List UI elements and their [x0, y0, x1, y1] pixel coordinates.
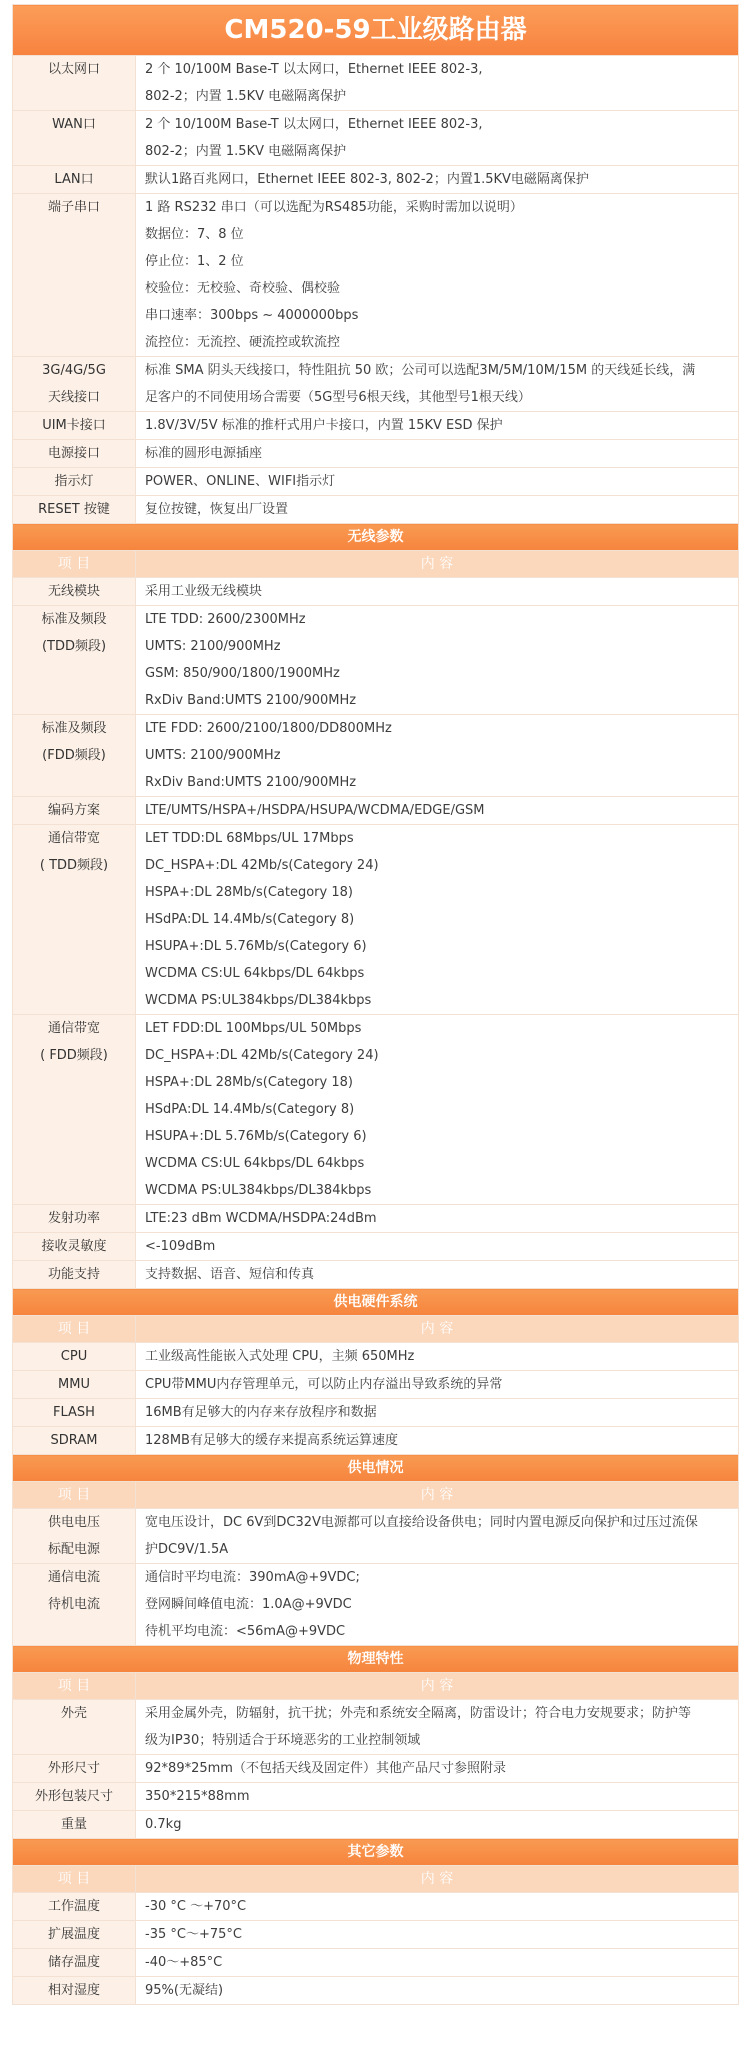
spec-value-line: LTE/UMTS/HSPA+/HSDPA/HSUPA/WCDMA/EDGE/GSM: [145, 803, 485, 818]
spec-value: [136, 468, 739, 496]
spec-value: [136, 1977, 739, 2005]
spec-row: [13, 1893, 739, 1921]
spec-value-line: 登网瞬间峰值电流：1.0A@+9VDC: [145, 1597, 352, 1612]
spec-label-line: 待机电流: [47, 1597, 100, 1612]
spec-label-line: 工作温度: [47, 1899, 100, 1914]
spec-label: [13, 1399, 136, 1427]
spec-value-line: 350*215*88mm: [145, 1789, 250, 1804]
spec-label-line: 供电电压: [47, 1515, 100, 1530]
spec-label-line: ( FDD频段): [40, 1048, 108, 1063]
spec-value-line: POWER、ONLINE、WIFI指示灯: [145, 474, 336, 489]
spec-value-line: 0.7kg: [145, 1817, 182, 1832]
spec-value-line: WCDMA PS:UL384kbps/DL384kbps: [145, 993, 372, 1008]
spec-label-line: 外形尺寸: [47, 1761, 100, 1776]
spec-value: [136, 1755, 739, 1783]
spec-label: [13, 797, 136, 825]
spec-row: [13, 715, 739, 797]
spec-label: [13, 825, 136, 1015]
column-header-content: 内 容: [136, 551, 739, 578]
spec-value-line: LTE FDD: 2600/2100/1800/DD800MHz: [145, 721, 392, 736]
section-heading: 供电硬件系统: [13, 1289, 739, 1316]
spec-row: [13, 111, 739, 166]
spec-label-line: WAN口: [52, 117, 96, 132]
spec-value: [136, 825, 739, 1015]
spec-value: [136, 1921, 739, 1949]
spec-label: [13, 1755, 136, 1783]
spec-value: [136, 797, 739, 825]
spec-label-line: 电源接口: [47, 446, 100, 461]
spec-value-line: 停止位：1、2 位: [145, 254, 244, 269]
spec-value-line: 护DC9V/1.5A: [145, 1542, 229, 1557]
spec-label-line: 外壳: [60, 1706, 87, 1721]
spec-value-line: 16MB有足够大的内存来存放程序和数据: [145, 1405, 377, 1420]
spec-value: [136, 1783, 739, 1811]
spec-value-line: 802-2；内置 1.5KV 电磁隔离保护: [145, 89, 347, 104]
spec-value: [136, 166, 739, 194]
spec-value-line: LET TDD:DL 68Mbps/UL 17Mbps: [145, 831, 354, 846]
spec-value-line: DC_HSPA+:DL 42Mb/s(Category 24): [145, 1048, 379, 1063]
spec-row: [13, 1949, 739, 1977]
spec-label-line: 3G/4G/5G: [42, 363, 106, 378]
spec-label: [13, 578, 136, 606]
column-header-item: 项 目: [13, 1482, 136, 1509]
spec-value-line: 校验位：无校验、奇校验、偶校验: [145, 281, 341, 296]
spec-label: [13, 1893, 136, 1921]
spec-value-line: 支持数据、语音、短信和传真: [145, 1267, 315, 1282]
spec-row: [13, 1399, 739, 1427]
spec-label: [13, 1921, 136, 1949]
spec-value: [136, 715, 739, 797]
spec-label-line: 通信电流: [47, 1570, 100, 1585]
spec-value-line: 标准的圆形电源插座: [145, 446, 263, 461]
spec-value-line: UMTS: 2100/900MHz: [145, 639, 281, 654]
spec-value: [136, 1399, 739, 1427]
spec-label-line: 扩展温度: [47, 1927, 100, 1942]
spec-row: [13, 1427, 739, 1455]
spec-label: [13, 715, 136, 797]
spec-value: [136, 578, 739, 606]
spec-value-line: HSPA+:DL 28Mb/s(Category 18): [145, 885, 353, 900]
spec-value-line: 数据位：7、8 位: [145, 227, 244, 242]
spec-row: [13, 56, 739, 111]
spec-row: [13, 1811, 739, 1839]
spec-label-line: FLASH: [53, 1405, 95, 1420]
spec-value: [136, 496, 739, 524]
spec-label-line: 标配电源: [47, 1542, 100, 1557]
spec-label-line: 功能支持: [47, 1267, 100, 1282]
spec-value-line: -40～+85°C: [145, 1955, 223, 1970]
column-header-item: 项 目: [13, 1316, 136, 1343]
spec-value-line: 采用金属外壳，防辐射，抗干扰；外壳和系统安全隔离，防雷设计；符合电力安规要求；防护等: [145, 1706, 692, 1721]
spec-label: [13, 412, 136, 440]
spec-value: [136, 606, 739, 715]
spec-row: [13, 578, 739, 606]
spec-value-line: 92*89*25mm（不包括天线及固定件）其他产品尺寸参照附录: [145, 1761, 506, 1776]
section-heading: 物理特性: [13, 1646, 739, 1673]
spec-value: [136, 412, 739, 440]
spec-row: [13, 468, 739, 496]
spec-row: [13, 1783, 739, 1811]
spec-value-line: 2 个 10/100M Base-T 以太网口，Ethernet IEEE 802-3,: [145, 62, 483, 77]
spec-label: [13, 496, 136, 524]
section-heading-row: [13, 1289, 739, 1316]
spec-label-line: (FDD频段): [42, 748, 106, 763]
spec-value-line: WCDMA CS:UL 64kbps/DL 64kbps: [145, 1156, 365, 1171]
spec-label: [13, 1015, 136, 1205]
spec-label: [13, 357, 136, 412]
spec-label: [13, 56, 136, 111]
column-header-item: 项 目: [13, 1866, 136, 1893]
spec-row: [13, 1015, 739, 1205]
spec-value-line: 通信时平均电流：390mA@+9VDC;: [145, 1570, 360, 1585]
spec-label-line: 接收灵敏度: [41, 1239, 107, 1254]
spec-label-line: 编码方案: [47, 803, 100, 818]
spec-value-line: 宽电压设计，DC 6V到DC32V电源都可以直接给设备供电；同时内置电源反向保护和过压过流保: [145, 1515, 698, 1530]
spec-row: [13, 1343, 739, 1371]
spec-value-line: HSUPA+:DL 5.76Mb/s(Category 6): [145, 1129, 367, 1144]
spec-value: [136, 1564, 739, 1646]
spec-label-line: 标准及频段: [41, 721, 107, 736]
spec-value: [136, 111, 739, 166]
column-header-row: [13, 551, 739, 578]
spec-value-line: 工业级高性能嵌入式处理 CPU，主频 650MHz: [145, 1349, 415, 1364]
spec-value-line: 标准 SMA 阴头天线接口，特性阻抗 50 欧；公司可以选配3M/5M/10M/15M 的天线延长线，满: [145, 363, 696, 378]
spec-label: [13, 1783, 136, 1811]
spec-value-line: HSPA+:DL 28Mb/s(Category 18): [145, 1075, 353, 1090]
column-header-row: [13, 1866, 739, 1893]
section-heading-row: [13, 1646, 739, 1673]
spec-value: [136, 1233, 739, 1261]
spec-row: [13, 1564, 739, 1646]
spec-label-line: 储存温度: [47, 1955, 100, 1970]
spec-row: [13, 606, 739, 715]
title-row: [13, 5, 739, 56]
spec-value: [136, 357, 739, 412]
spec-label-line: 指示灯: [54, 474, 94, 489]
spec-label: [13, 606, 136, 715]
spec-value-line: RxDiv Band:UMTS 2100/900MHz: [145, 775, 357, 790]
spec-value-line: 串口速率：300bps ~ 4000000bps: [145, 308, 359, 323]
spec-label: [13, 1949, 136, 1977]
spec-label-line: 无线模块: [47, 584, 100, 599]
spec-label: [13, 1205, 136, 1233]
spec-value-line: <-109dBm: [145, 1239, 216, 1254]
spec-value-line: 待机平均电流：<56mA@+9VDC: [145, 1624, 346, 1639]
spec-label: [13, 1977, 136, 2005]
spec-value-line: WCDMA CS:UL 64kbps/DL 64kbps: [145, 966, 365, 981]
spec-label: [13, 1564, 136, 1646]
spec-value: [136, 1261, 739, 1289]
spec-label-line: 重量: [60, 1817, 87, 1832]
spec-label-line: 相对湿度: [47, 1983, 100, 1998]
spec-row: [13, 1921, 739, 1949]
spec-label: [13, 1233, 136, 1261]
spec-row: [13, 412, 739, 440]
spec-label-line: 标准及频段: [41, 612, 107, 627]
spec-value-line: 95%(无凝结): [145, 1983, 224, 1998]
spec-value-line: HSUPA+:DL 5.76Mb/s(Category 6): [145, 939, 367, 954]
spec-row: [13, 1233, 739, 1261]
spec-label-line: 端子串口: [47, 200, 100, 215]
spec-label-line: 以太网口: [47, 62, 100, 77]
spec-value-line: LTE:23 dBm WCDMA/HSDPA:24dBm: [145, 1211, 377, 1226]
spec-value: [136, 1893, 739, 1921]
spec-value-line: GSM: 850/900/1800/1900MHz: [145, 666, 340, 681]
spec-label: [13, 111, 136, 166]
spec-value-line: LET FDD:DL 100Mbps/UL 50Mbps: [145, 1021, 362, 1036]
spec-row: [13, 440, 739, 468]
spec-value-line: 默认1路百兆网口，Ethernet IEEE 802-3, 802-2；内置1.5KV电磁隔离保护: [145, 172, 589, 187]
spec-value-line: 采用工业级无线模块: [145, 584, 263, 599]
spec-value-line: LTE TDD: 2600/2300MHz: [145, 612, 306, 627]
spec-value-line: WCDMA PS:UL384kbps/DL384kbps: [145, 1183, 372, 1198]
spec-label-line: (TDD频段): [41, 639, 107, 654]
spec-label-line: 发射功率: [47, 1211, 100, 1226]
spec-table: [12, 4, 739, 2005]
spec-label: [13, 440, 136, 468]
column-header-item: 项 目: [13, 551, 136, 578]
spec-value: [136, 1509, 739, 1564]
spec-label: [13, 1261, 136, 1289]
spec-value-line: 足客户的不同使用场合需要（5G型号6根天线，其他型号1根天线）: [145, 390, 531, 405]
spec-value-line: 128MB有足够大的缓存来提高系统运算速度: [145, 1433, 398, 1448]
spec-value: [136, 1371, 739, 1399]
section-heading-row: [13, 1839, 739, 1866]
spec-value: [136, 1811, 739, 1839]
spec-label: [13, 1811, 136, 1839]
spec-value: [136, 1700, 739, 1755]
spec-value: [136, 56, 739, 111]
spec-row: [13, 797, 739, 825]
spec-value-line: 流控位：无流控、硬流控或软流控: [145, 335, 341, 350]
column-header-item: 项 目: [13, 1673, 136, 1700]
spec-value-line: DC_HSPA+:DL 42Mb/s(Category 24): [145, 858, 379, 873]
column-header-content: 内 容: [136, 1316, 739, 1343]
spec-value: [136, 1343, 739, 1371]
spec-label: [13, 1371, 136, 1399]
section-heading-row: [13, 524, 739, 551]
column-header-row: [13, 1316, 739, 1343]
spec-value: [136, 194, 739, 357]
spec-row: [13, 1700, 739, 1755]
spec-row: [13, 1261, 739, 1289]
spec-label: [13, 1427, 136, 1455]
spec-label-line: 外形包装尺寸: [34, 1789, 113, 1804]
spec-label-line: RESET 按键: [38, 502, 110, 517]
spec-row: [13, 1755, 739, 1783]
spec-value: [136, 1015, 739, 1205]
spec-value-line: 1.8V/3V/5V 标准的推杆式用户卡接口，内置 15KV ESD 保护: [145, 418, 503, 433]
spec-label: [13, 1343, 136, 1371]
spec-label: [13, 468, 136, 496]
page-title: CM520-59工业级路由器: [13, 5, 739, 56]
column-header-row: [13, 1482, 739, 1509]
column-header-content: 内 容: [136, 1673, 739, 1700]
spec-label: [13, 194, 136, 357]
spec-value-line: CPU带MMU内存管理单元，可以防止内存溢出导致系统的异常: [145, 1377, 503, 1392]
spec-value-line: HSdPA:DL 14.4Mb/s(Category 8): [145, 1102, 355, 1117]
column-header-row: [13, 1673, 739, 1700]
spec-label-line: CPU: [60, 1349, 88, 1364]
spec-row: [13, 357, 739, 412]
spec-value-line: 802-2；内置 1.5KV 电磁隔离保护: [145, 144, 347, 159]
spec-label-line: LAN口: [54, 172, 94, 187]
column-header-content: 内 容: [136, 1482, 739, 1509]
spec-value-line: 级为IP30；特别适合于环境恶劣的工业控制领域: [145, 1733, 421, 1748]
spec-label-line: 通信带宽: [47, 1021, 100, 1036]
spec-row: [13, 1205, 739, 1233]
spec-value-line: UMTS: 2100/900MHz: [145, 748, 281, 763]
spec-value-line: HSdPA:DL 14.4Mb/s(Category 8): [145, 912, 355, 927]
spec-row: [13, 1509, 739, 1564]
spec-label-line: ( TDD频段): [39, 858, 109, 873]
section-heading: 供电情况: [13, 1455, 739, 1482]
spec-label-line: UIM卡接口: [42, 418, 106, 433]
spec-value: [136, 1949, 739, 1977]
spec-value-line: 2 个 10/100M Base-T 以太网口，Ethernet IEEE 802-3,: [145, 117, 483, 132]
spec-row: [13, 166, 739, 194]
spec-row: [13, 1977, 739, 2005]
section-heading: 其它参数: [13, 1839, 739, 1866]
spec-label-line: MMU: [58, 1377, 90, 1392]
spec-row: [13, 194, 739, 357]
spec-value-line: 1 路 RS232 串口（可以选配为RS485功能，采购时需加以说明）: [145, 200, 523, 215]
spec-row: [13, 496, 739, 524]
column-header-content: 内 容: [136, 1866, 739, 1893]
spec-label: [13, 1700, 136, 1755]
spec-label: [13, 1509, 136, 1564]
spec-value: [136, 1427, 739, 1455]
spec-value-line: RxDiv Band:UMTS 2100/900MHz: [145, 693, 357, 708]
spec-value: [136, 440, 739, 468]
spec-label: [13, 166, 136, 194]
spec-label-line: SDRAM: [50, 1433, 98, 1448]
spec-row: [13, 825, 739, 1015]
section-heading: 无线参数: [13, 524, 739, 551]
spec-value: [136, 1205, 739, 1233]
section-heading-row: [13, 1455, 739, 1482]
spec-label-line: 通信带宽: [47, 831, 100, 846]
spec-value-line: -30 °C ～+70°C: [145, 1899, 247, 1914]
spec-value-line: -35 °C～+75°C: [145, 1927, 242, 1942]
spec-row: [13, 1371, 739, 1399]
spec-value-line: 复位按键，恢复出厂设置: [145, 502, 289, 517]
spec-label-line: 天线接口: [47, 390, 100, 405]
